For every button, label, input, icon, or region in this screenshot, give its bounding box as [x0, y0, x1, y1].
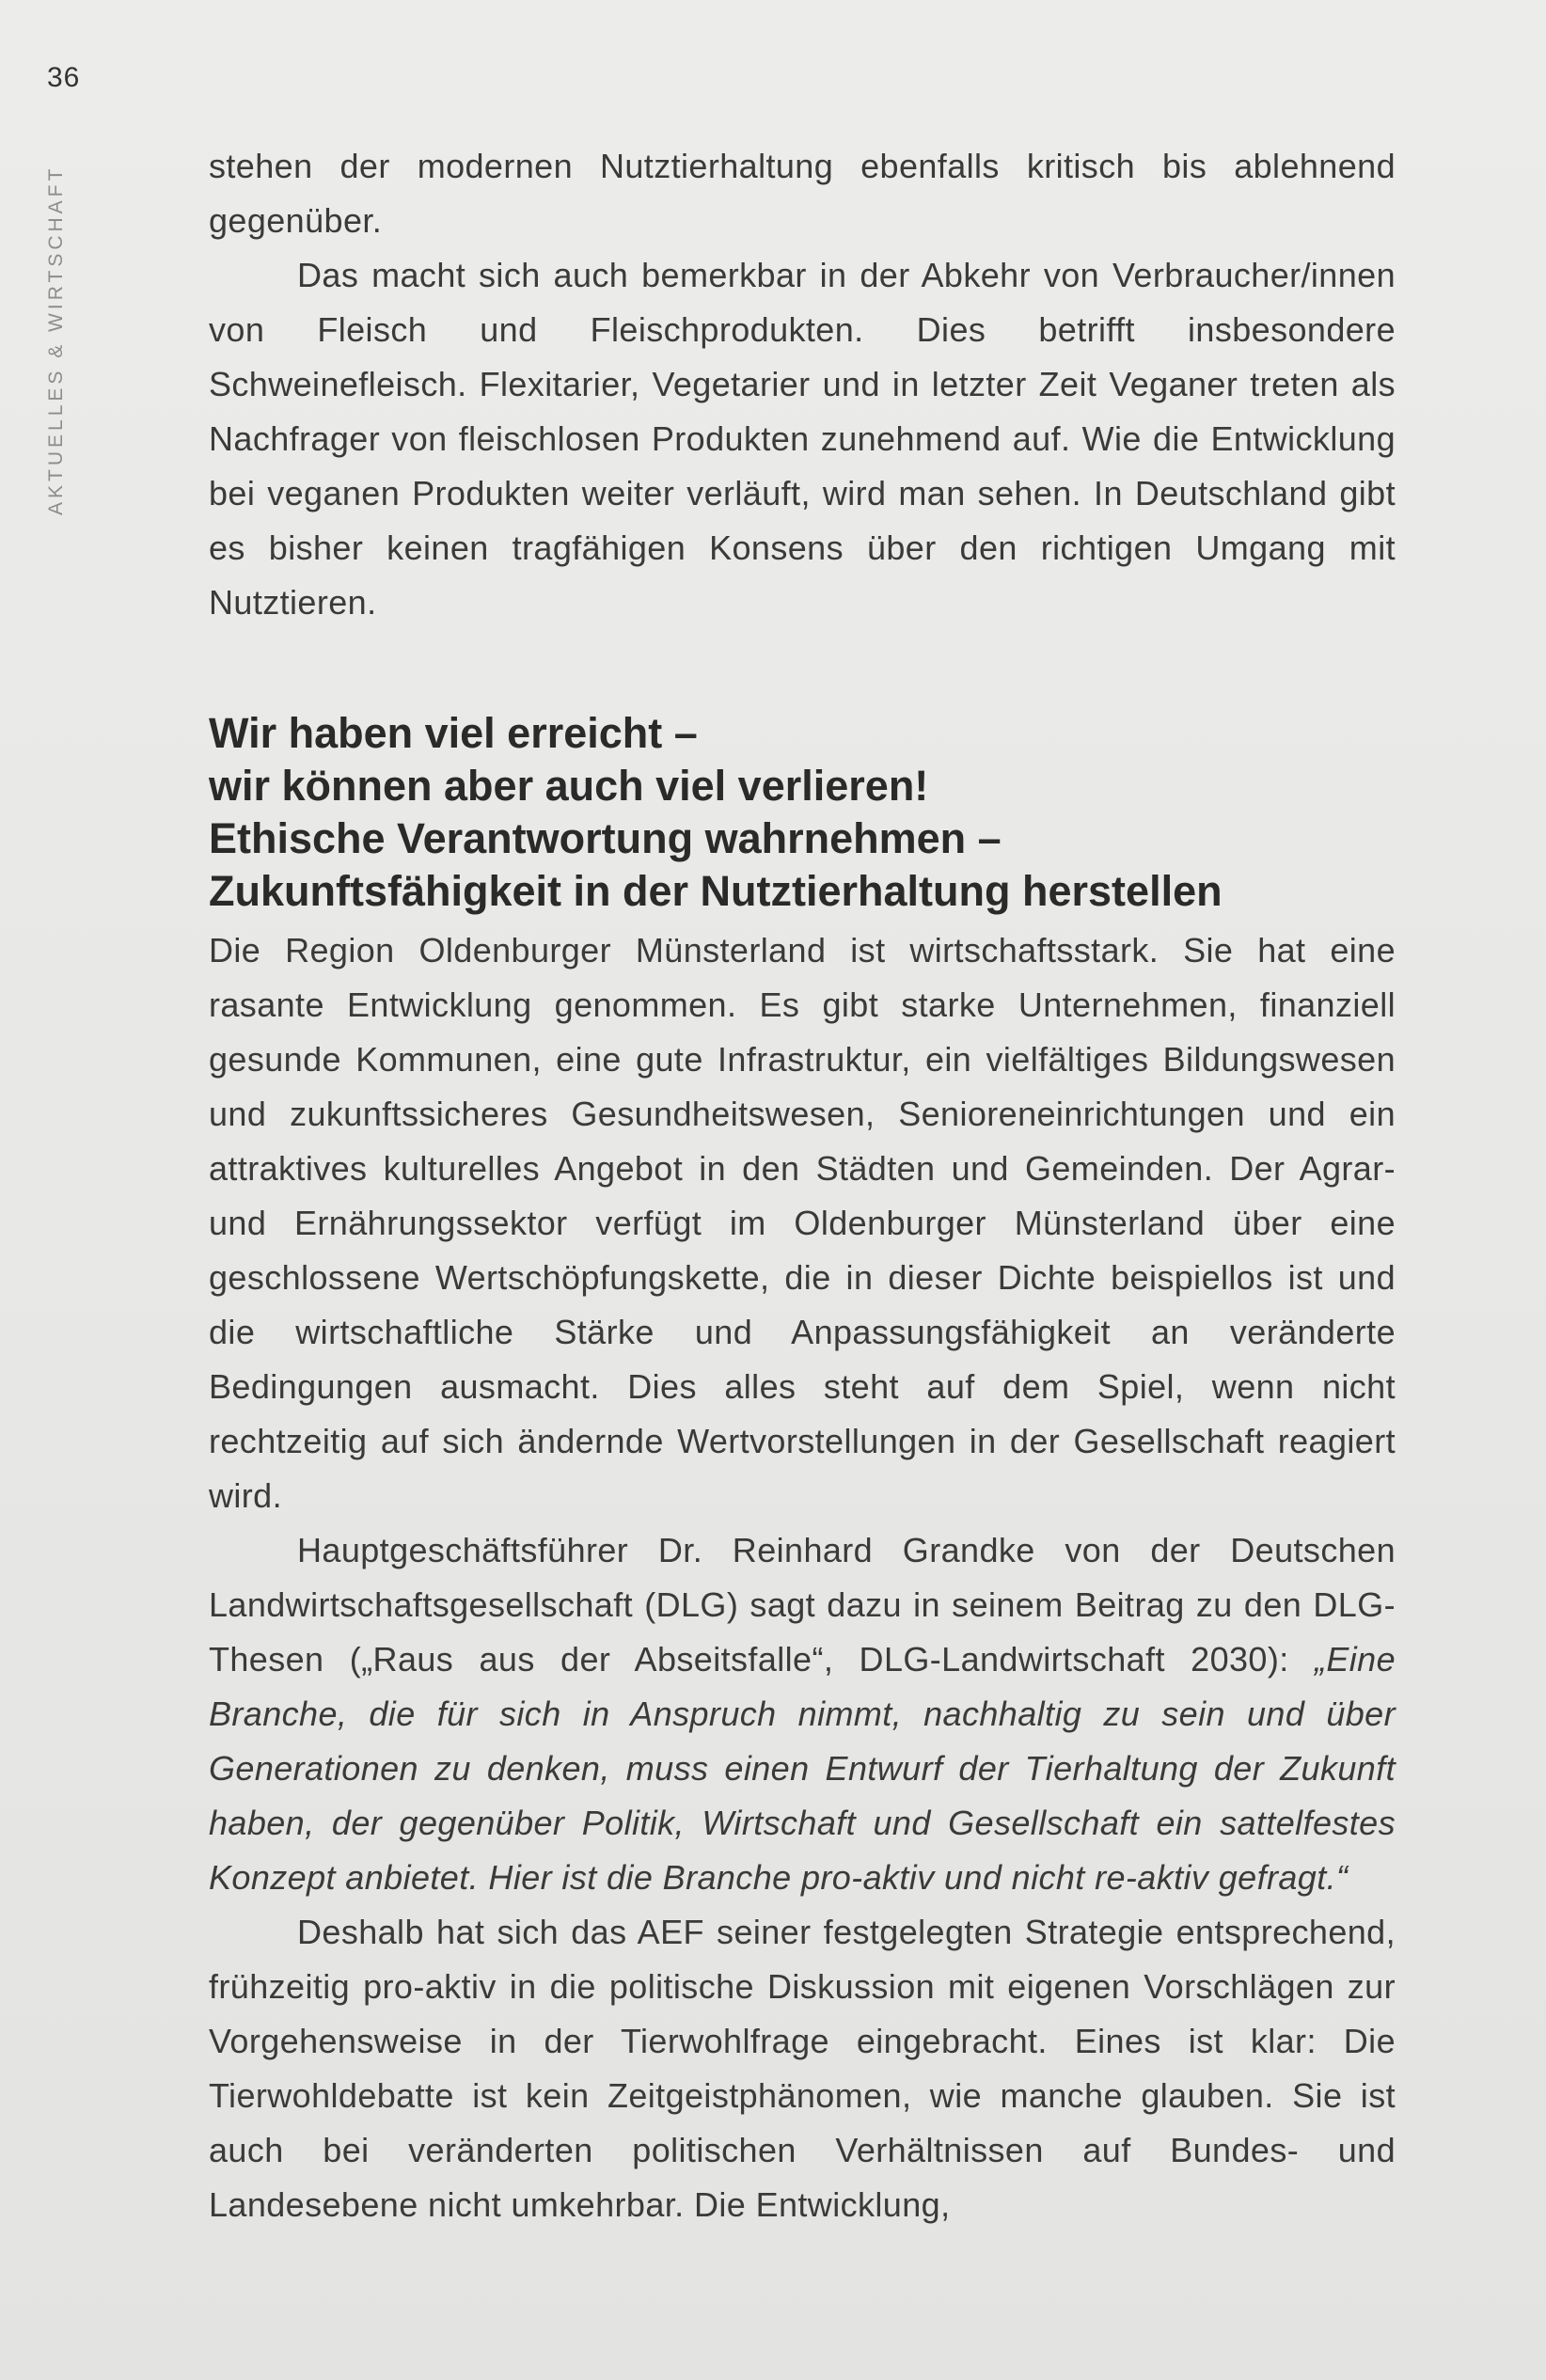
- page-number: 36: [47, 62, 81, 93]
- paragraph-dlg: [209, 1523, 1396, 1905]
- heading-line-1: Wir haben viel erreicht –: [209, 709, 698, 757]
- article-body: [209, 139, 1396, 2232]
- paragraph-consumers: Das macht sich auch bemerkbar in der Abkehr von Verbraucher/innen von Fleisch und Fleischprodukten. Dies betrifft insbesondere Schweinefleisch. Flexitarier, Vegetarier und in letzter Zeit Veganer treten als Nachfrager von fleischlosen Produkten zunehmend auf. Wie die Entwicklung bei veganen Produkten weiter verläuft, wird man sehen. In Deutschland gibt es bisher keinen tragfähigen Konsens über den richtigen Umgang mit Nutztieren.: [209, 256, 1396, 622]
- paragraph-continuation: stehen der modernen Nutztierhaltung ebenfalls kritisch bis ablehnend gegenüber.: [209, 147, 1396, 240]
- dlg-intro: Hauptgeschäftsführer Dr. Reinhard Grandke von der Deutschen Landwirtschaftsgesellschaft (DLG) sagt dazu in seinem Beitrag zu den DLG-Thesen („Raus aus der Abseitsfalle“, DLG-Landwirtschaft 2030):: [209, 1531, 1396, 1679]
- section-label: AKTUELLES & WIRTSCHAFT: [45, 165, 67, 515]
- paragraph-aef: Deshalb hat sich das AEF seiner festgelegten Strategie entsprechend, frühzeitig pro-aktiv in die politische Diskussion mit eigenen Vorschlägen zur Vorgehensweise in der Tierwohlfrage eingebracht. Eines ist klar: Die Tierwohldebatte ist kein Zeitgeistphänomen, wie manche glauben. Sie ist auch bei veränderten politischen Verhältnissen auf Bundes- und Landesebene nicht umkehrbar. Die Entwicklung,: [209, 1913, 1396, 2224]
- heading-line-2: wir können aber auch viel verlieren!: [209, 762, 929, 810]
- paragraph-region: Die Region Oldenburger Münsterland ist wirtschaftsstark. Sie hat eine rasante Entwicklung genommen. Es gibt starke Unternehmen, finanziell gesunde Kommunen, eine gute Infrastruktur, ein vielfältiges Bildungswesen und zukunftssicheres Gesundheitswesen, Senioreneinrichtungen und ein attraktives kulturelles Angebot in den Städten und Gemeinden. Der Agrar- und Ernährungssektor verfügt im Oldenburger Münsterland über eine geschlossene Wertschöpfungskette, die in dieser Dichte beispiellos ist und die wirtschaftliche Stärke und Anpassungsfähigkeit an veränderte Bedingungen ausmacht. Dies alles steht auf dem Spiel, wenn nicht rechtzeitig auf sich ändernde Wertvorstellungen in der Gesellschaft reagiert wird.: [209, 931, 1396, 1515]
- heading-line-4: Zukunftsfähigkeit in der Nutztierhaltung herstellen: [209, 867, 1223, 915]
- section-heading: [209, 707, 1396, 918]
- dlg-quote: „Eine Branche, die für sich in Anspruch nimmt, nachhaltig zu sein und über Generationen zu denken, muss einen Entwurf der Tierhaltung der Zukunft haben, der gegenüber Politik, Wirtschaft und Gesellschaft ein sattelfestes Konzept anbietet. Hier ist die Branche pro-aktiv und nicht re-aktiv gefragt.“: [209, 1640, 1396, 1897]
- heading-line-3: Ethische Verantwortung wahrnehmen –: [209, 814, 1002, 862]
